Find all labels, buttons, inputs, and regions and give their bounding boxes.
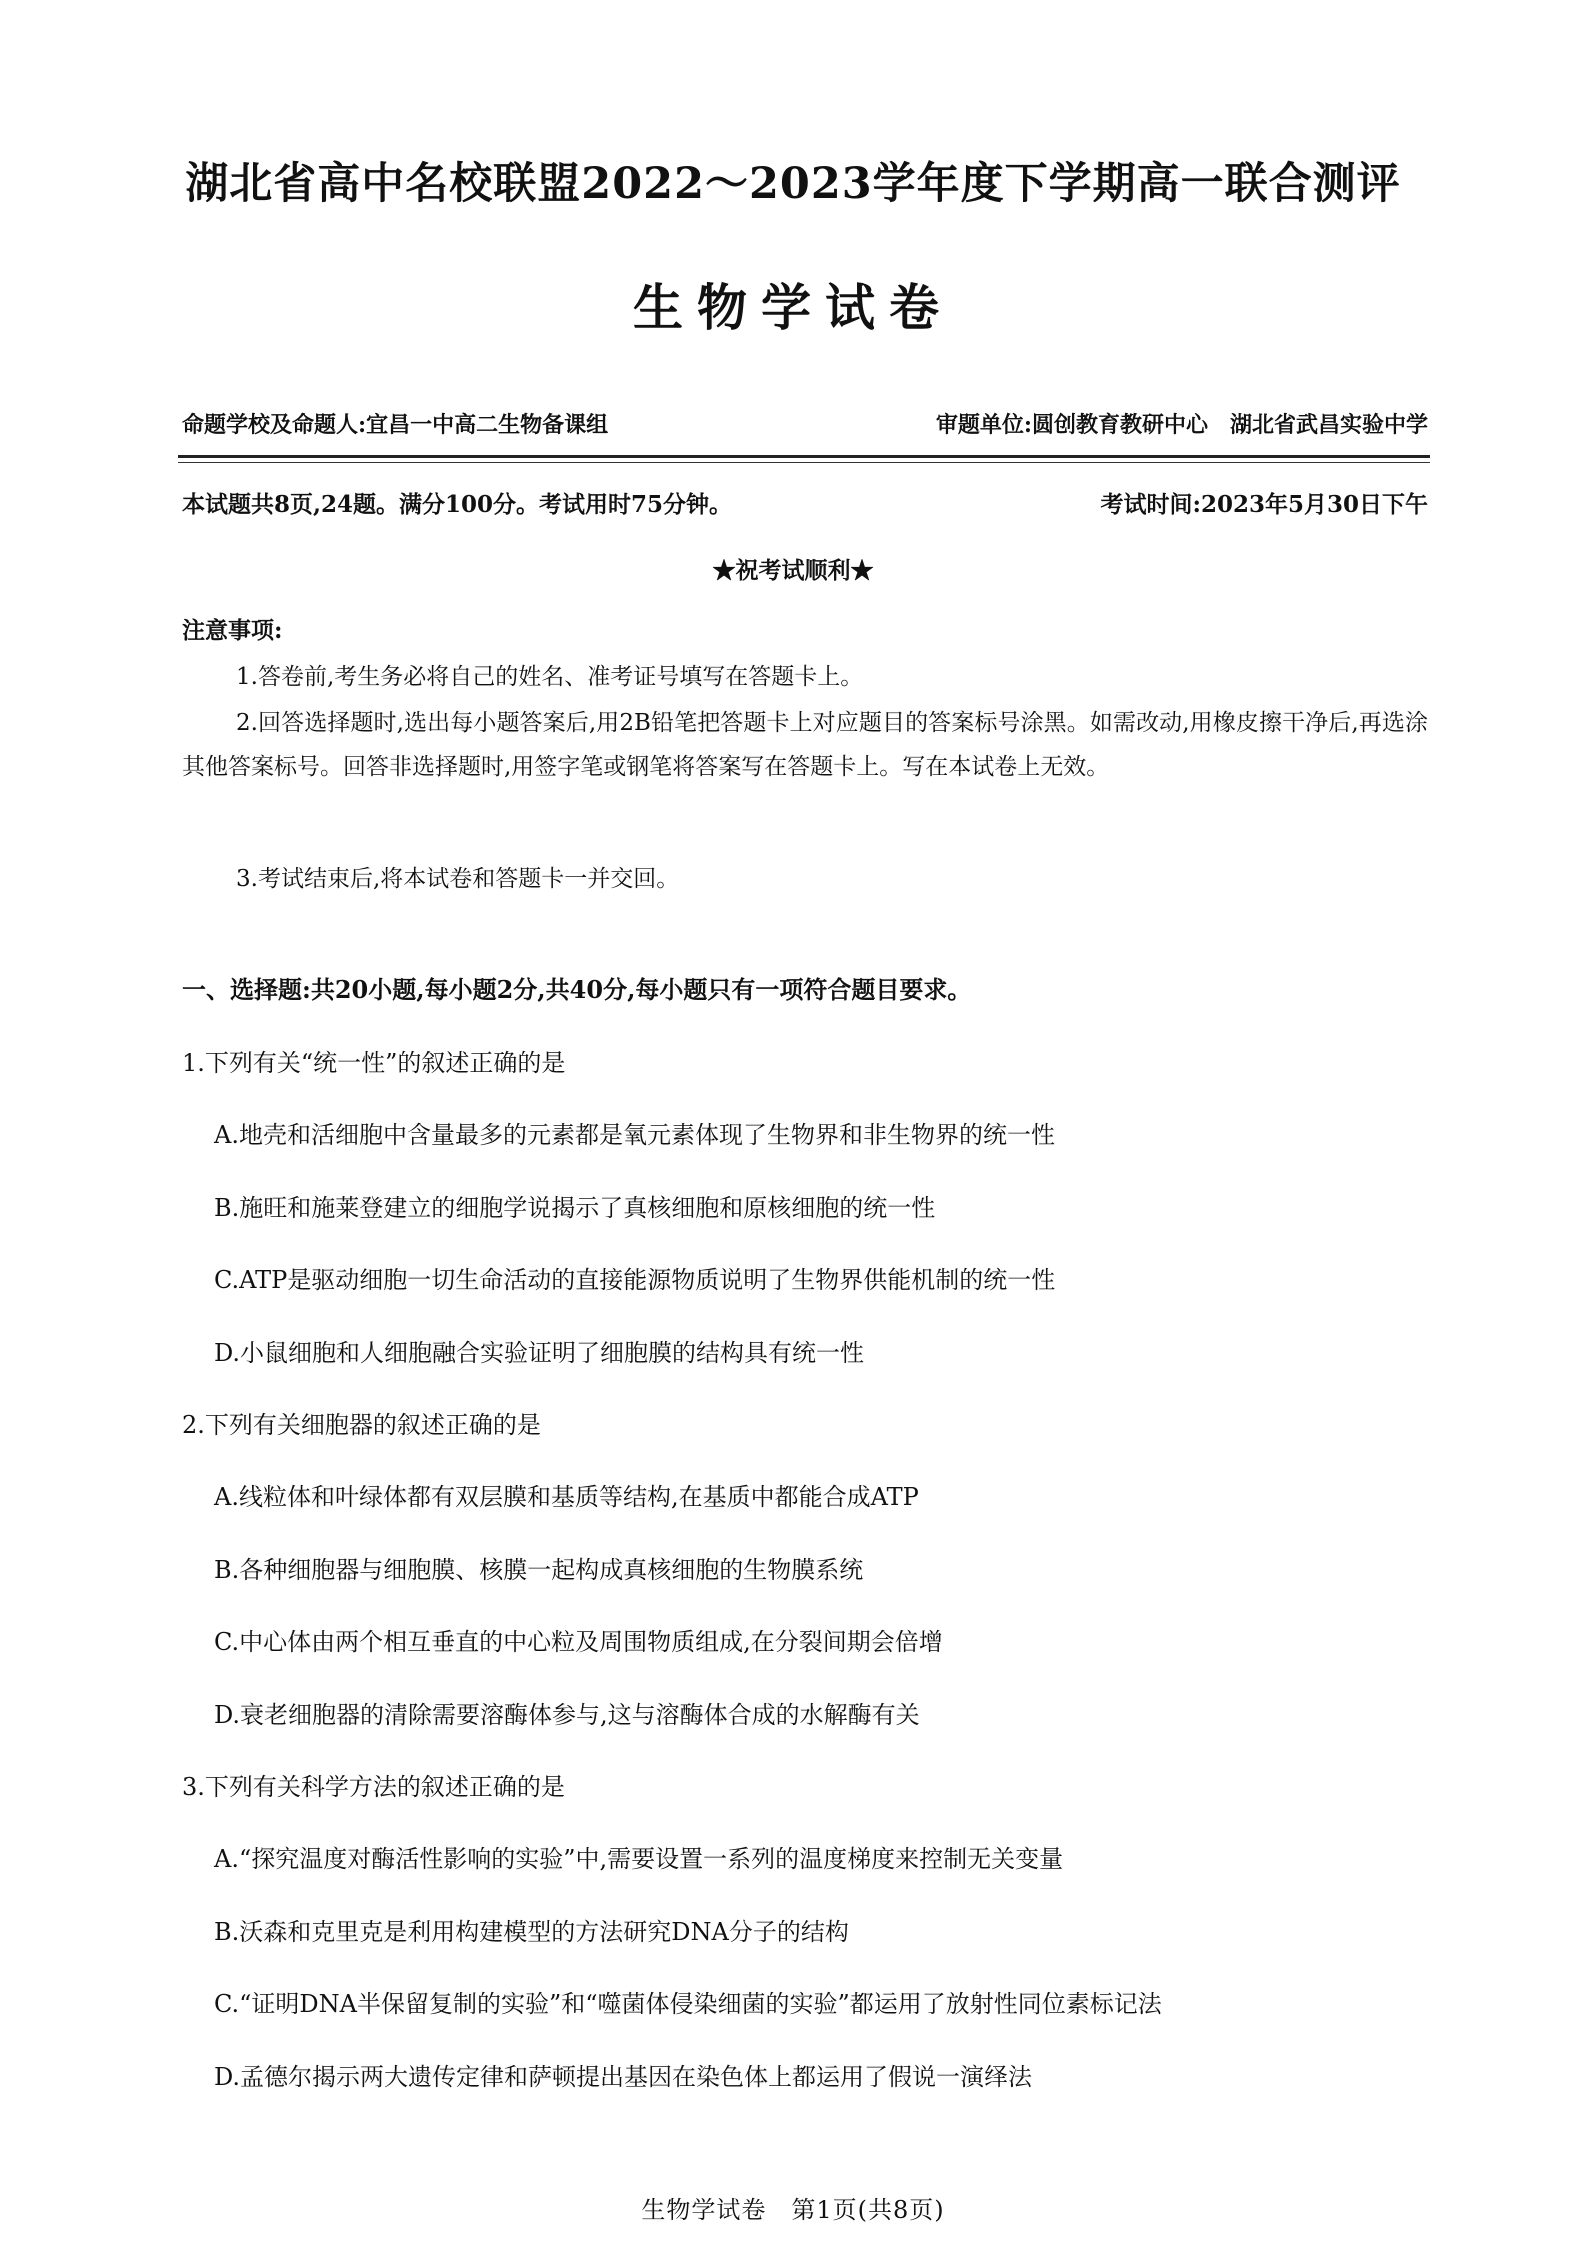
exam-time: 考试时间:2023年5月30日下午	[1100, 491, 1428, 518]
question-1-option-b: B.施旺和施莱登建立的细胞学说揭示了真核细胞和原核细胞的统一性	[214, 1194, 936, 1222]
question-1-option-c: C.ATP是驱动细胞一切生命活动的直接能源物质说明了生物界供能机制的统一性	[214, 1266, 1056, 1294]
question-3-option-d: D.孟德尔揭示两大遗传定律和萨顿提出基因在染色体上都运用了假说一演绎法	[214, 2063, 1033, 2091]
question-2-option-b: B.各种细胞器与细胞膜、核膜一起构成真核细胞的生物膜系统	[214, 1556, 864, 1584]
header-divider-thin	[178, 462, 1430, 463]
reviewer-info: 审题单位:圆创教育教研中心 湖北省武昌实验中学	[935, 412, 1428, 438]
author-info: 命题学校及命题人:宜昌一中高二生物备课组	[182, 412, 609, 438]
page-footer: 生物学试卷 第1页(共8页)	[641, 2196, 945, 2224]
exam-subject-title: 生物学试卷	[633, 278, 953, 337]
exam-meta-row	[182, 486, 1428, 519]
exam-info: 本试题共8页,24题。满分100分。考试用时75分钟。	[182, 491, 733, 518]
question-1-option-d: D.小鼠细胞和人细胞融合实验证明了细胞膜的结构具有统一性	[214, 1339, 865, 1367]
note-item: 2.回答选择题时,选出每小题答案后,用2B铅笔把答题卡上对应题目的答案标号涂黑。如需改动,用橡皮擦干净后,再选涂其他答案标号。回答非选择题时,用签字笔或钢笔将答案写在答题卡上。写在本试卷上无效。	[182, 710, 1428, 780]
note-item: 1.答卷前,考生务必将自己的姓名、准考证号填写在答题卡上。	[236, 664, 864, 690]
question-3-option-a: A.“探究温度对酶活性影响的实验”中,需要设置一系列的温度梯度来控制无关变量	[214, 1845, 1064, 1873]
blessing-line: ★祝考试顺利★	[712, 557, 874, 584]
question-3-option-b: B.沃森和克里克是利用构建模型的方法研究DNA分子的结构	[214, 1918, 849, 1946]
exam-main-title: 湖北省高中名校联盟2022～2023学年度下学期高一联合测评	[185, 159, 1401, 209]
notes-heading: 注意事项:	[182, 617, 283, 644]
question-2-option-d: D.衰老细胞器的清除需要溶酶体参与,这与溶酶体合成的水解酶有关	[214, 1701, 920, 1729]
author-row	[182, 408, 1428, 439]
note-item: 3.考试结束后,将本试卷和答题卡一并交回。	[236, 866, 680, 892]
question-2-stem: 2.下列有关细胞器的叙述正确的是	[182, 1411, 541, 1439]
section-heading: 一、选择题:共20小题,每小题2分,共40分,每小题只有一项符合题目要求。	[182, 975, 972, 1004]
header-divider-thick	[178, 455, 1430, 458]
question-3-stem: 3.下列有关科学方法的叙述正确的是	[182, 1773, 565, 1801]
question-1-stem: 1.下列有关“统一性”的叙述正确的是	[182, 1049, 566, 1077]
question-2-option-c: C.中心体由两个相互垂直的中心粒及周围物质组成,在分裂间期会倍增	[214, 1628, 943, 1656]
question-1-option-a: A.地壳和活细胞中含量最多的元素都是氧元素体现了生物界和非生物界的统一性	[214, 1121, 1055, 1149]
question-3-option-c: C.“证明DNA半保留复制的实验”和“噬菌体侵染细菌的实验”都运用了放射性同位素标记法	[214, 1990, 1162, 2018]
question-2-option-a: A.线粒体和叶绿体都有双层膜和基质等结构,在基质中都能合成ATP	[214, 1483, 919, 1511]
